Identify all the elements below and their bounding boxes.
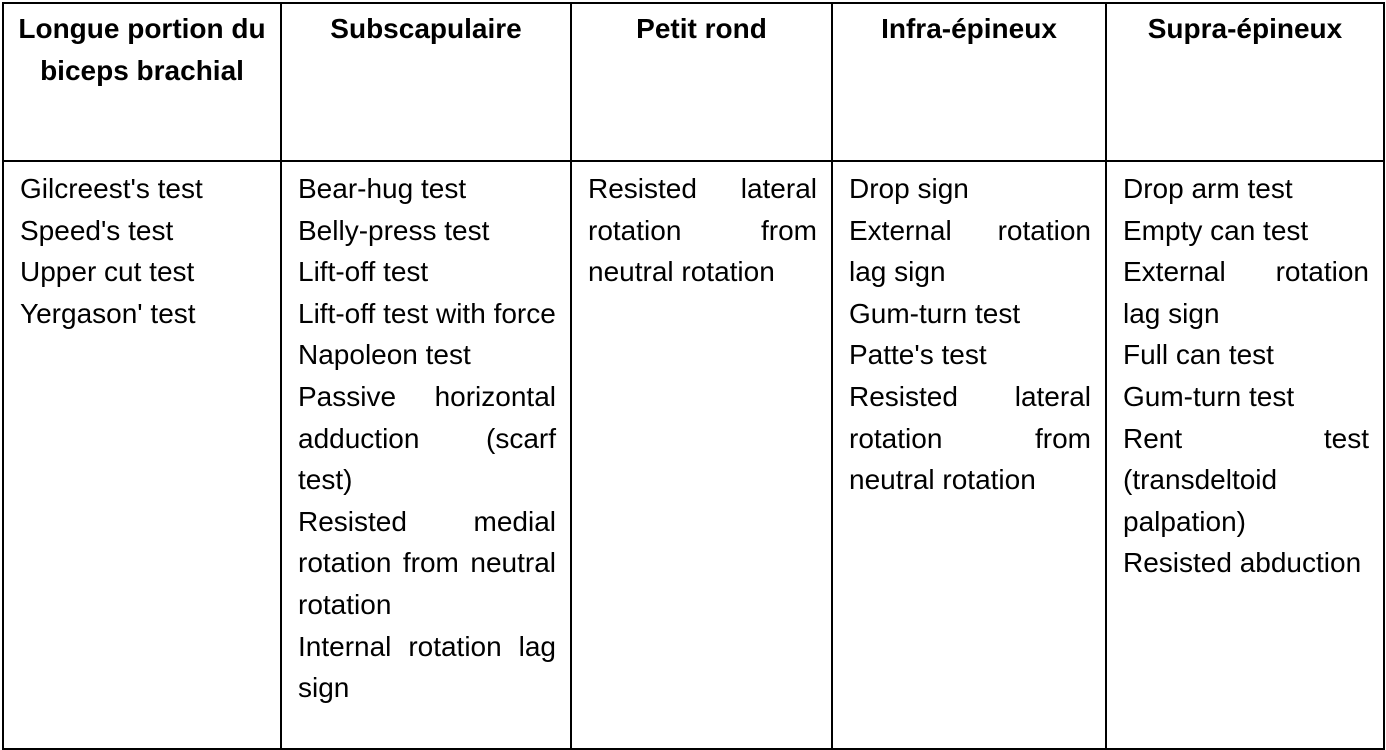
header-infra-epineux: [832, 3, 1106, 161]
list-item: Resisted lateral rotation from neutral rotation: [588, 173, 817, 288]
list-item: External rotation lag sign: [849, 214, 1091, 288]
list-item: Drop sign: [849, 173, 969, 204]
test-list: [833, 168, 1105, 501]
test-list: [1107, 168, 1383, 584]
list-item: Internal rotation lag sign: [298, 630, 556, 704]
header-label: Longue portion du biceps brachial: [18, 13, 266, 86]
tests-row: [3, 161, 1384, 749]
header-subscapulaire: [281, 3, 571, 161]
list-item: Gum-turn test: [1123, 380, 1295, 412]
list-item: Rent test (transdeltoid palpation): [1123, 422, 1369, 537]
test-list: [282, 168, 570, 709]
list-item: Resisted lateral rotation from neutral rotation: [849, 380, 1091, 496]
cell-petit-rond-tests: [571, 161, 832, 749]
list-item: Lift-off test: [298, 256, 429, 288]
header-label: Petit rond: [636, 13, 767, 44]
list-item: Passive horizontal adduction (scarf test): [298, 380, 556, 496]
list-item: Empty can test: [1123, 214, 1309, 246]
list-item: Bear-hug test: [298, 173, 467, 204]
cell-supra-epineux-tests: [1106, 161, 1384, 749]
list-item: Full can test: [1123, 339, 1274, 371]
header-petit-rond: [571, 3, 832, 161]
list-item: Belly-press test: [298, 214, 490, 246]
cell-infra-epineux-tests: [832, 161, 1106, 749]
header-biceps: [3, 3, 281, 161]
header-label: Infra-épineux: [881, 13, 1057, 44]
test-list: [4, 168, 280, 334]
list-item: Gilcreest's test: [20, 173, 203, 204]
test-list: [572, 168, 831, 293]
list-item: Resisted abduction: [1123, 547, 1362, 579]
cell-biceps-tests: [3, 161, 281, 749]
header-label: Supra-épineux: [1147, 13, 1343, 44]
list-item: Speed's test: [20, 214, 174, 246]
header-supra-epineux: [1106, 3, 1384, 161]
list-item: Resisted medial rotation from neutral rotation: [298, 505, 556, 620]
header-row: [3, 3, 1384, 161]
list-item: Patte's test: [849, 339, 987, 371]
list-item: Upper cut test: [20, 256, 195, 288]
list-item: Napoleon test: [298, 339, 471, 371]
header-label: Subscapulaire: [330, 13, 522, 44]
muscle-tests-table: [2, 2, 1385, 750]
list-item: Lift-off test with force: [298, 297, 556, 329]
list-item: Gum-turn test: [849, 297, 1021, 329]
list-item: External rotation lag sign: [1123, 256, 1369, 329]
cell-subscapulaire-tests: [281, 161, 571, 749]
list-item: Drop arm test: [1123, 173, 1293, 204]
list-item: Yergason' test: [20, 297, 196, 329]
